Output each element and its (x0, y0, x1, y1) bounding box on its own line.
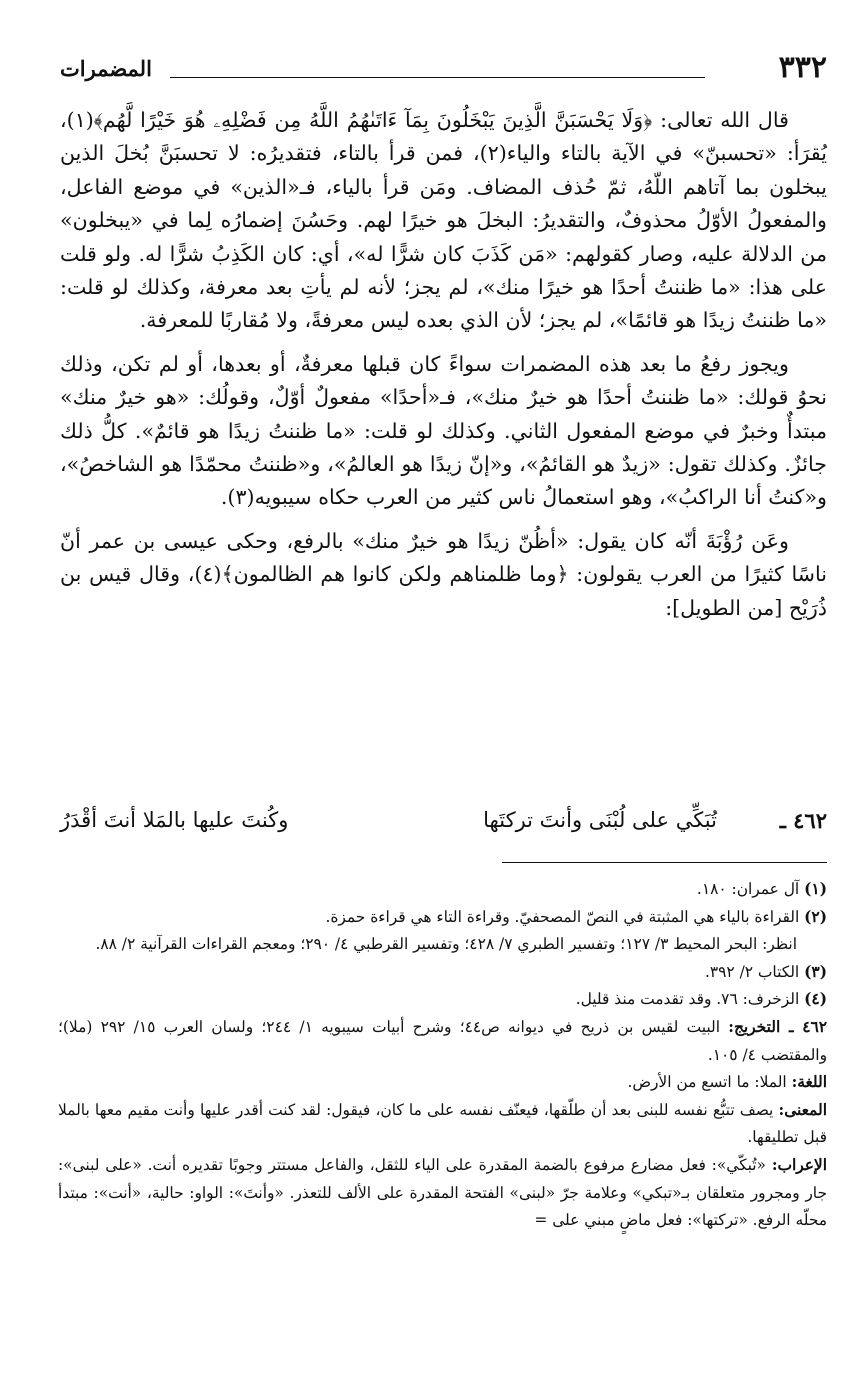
footnote-text: آل عمران: ١٨٠. (696, 880, 800, 898)
parsing-note (58, 1152, 827, 1235)
page-header (60, 50, 827, 90)
footnotes (58, 876, 827, 1235)
running-title: المضمرات (60, 56, 152, 81)
verse-number: ٤٦٢ ـ (779, 808, 827, 833)
poetry-verse (60, 808, 827, 842)
footnote-label: الإعراب: (771, 1155, 827, 1174)
vocabulary-note (58, 1069, 827, 1097)
footnote (58, 986, 827, 1014)
verse-sourcing-note (58, 1014, 827, 1069)
footnote-text: الملا: ما اتسع من الأرض. (627, 1073, 787, 1092)
verse-second-hemistich: وكُنتَ عليها بالمَلا أنتَ أقْدَرُ (60, 808, 289, 832)
footnote-text: «تُبكّي»: فعل مضارع مرفوع بالضمة المقدرة على الياء للثقل، والفاعل مستتر وجوبًا تقديره أنت. «على لبنى»: جار ومجرور متعلقان بـ«تبكي» وعلامة جرّ «لبنى» الفتحة المقدرة على الألف للتعذر. «وأنتَ»: الواو: حالية، «أنت»: مبتدأ محلّه الرفع. «تركتها»: فعل ماضٍ مبني على = (58, 1155, 827, 1230)
paragraph: ويجوز رفعُ ما بعد هذه المضمرات سواءً كان قبلها معرفةٌ، أو بعدها، أو لم تكن، وذلك نحوُ قولك: «ما ظننتُ أحدًا هو خيرٌ منك»، فـ«أحدًا» مفعولٌ أوّلٌ، وقولُك: «هو خيرٌ منك» مبتدأٌ وخبرٌ في موضع المفعول الثاني. وكذلك لو قلت: «ما ظننتُ زيدًا هو قائمٌ». كلُّ ذلك جائزٌ. وكذلك تقول: «زيدٌ هو القائمُ»، و«إنّ زيدًا هو العالمُ»، و«ظننتُ محمّدًا هو الشاخصُ»، و«كنتُ أنا الراكبُ»، وهو استعمالُ ناس كثير من العرب حكاه سيبويه(٣). (60, 351, 827, 510)
footnote-label: اللغة: (791, 1073, 827, 1092)
footnote-separator (502, 862, 827, 863)
meaning-note (58, 1097, 827, 1152)
footnote-label: (٤) (804, 990, 827, 1009)
footnote-text: الكتاب ٢/ ٣٩٢. (704, 962, 800, 981)
footnote-text: القراءة بالياء هي المثبتة في النصّ المصحفيّ. وقراءة التاء هي قراءة حمزة. (325, 907, 800, 926)
header-rule (170, 77, 705, 78)
footnote-label: (٢) (804, 907, 827, 926)
paragraph: قال الله تعالى: ﴿وَلَا يَحْسَبَنَّ الَّذِينَ يَبْخَلُونَ بِمَآ ءَاتَىٰهُمُ اللَّهُ مِن فَضْلِهِۦ هُوَ خَيْرًا لَّهُم﴾(١)، يُقرَأ: «تحسبنّ» في الآية بالتاء والياء(٢)، فمن قرأ بالتاء، فتقديرُه: لا تحسبَنَّ بُخلَ الذين يبخلون بما آتاهم اللّهُ، ثمّ حُذف المضاف. ومَن قرأ بالياء، فـ«الذين» في موضع الفاعل، والمفعولُ الأوّلُ محذوفٌ، والتقديرُ: البخلَ هو خيرًا لهم. وحَسُنَ إضمارُه لِما في «يبخلون» من الدلالة عليه، وصار كقولهم: «مَن كَذَبَ كان شرًّا له»، أي: كان الكَذِبُ شرًّا له. ولو قلت على هذا: «ما ظننتُ أحدًا هو خيرًا منك»، لم يجز؛ لأنه لم يأتِ بعد معرفة، وكذلك لو قلت: «ما ظننتُ زيدًا هو قائمًا»، لم يجز؛ لأن الذي بعده ليس معرفةً، ولا مُقاربًا للمعرفة. (60, 108, 827, 333)
footnote (58, 904, 827, 932)
paragraph-gap (60, 515, 827, 525)
page-number: ٣٣٢ (778, 50, 827, 85)
footnote-text: يصف تتبُّع نفسه للبنى بعد أن طلّقها، فيعنّف نفسه على ما كان، فيقول: لقد كنت أقدر عليها وأنت مقيم معها بالملا قبل تطليقها. (58, 1100, 827, 1147)
footnote-continuation (58, 931, 827, 959)
footnote-text: الزخرف: ٧٦. وقد تقدمت منذ قليل. (575, 990, 800, 1009)
main-text (60, 104, 827, 625)
footnote-label: (١) (804, 880, 827, 898)
paragraph: وعَن رُؤْبَةَ أنّه كان يقول: «أظُنّ زيدًا هو خيرٌ منك» بالرفع، وحكى عيسى بن عمر أنّ ناسًا كثيرًا من العرب يقولون: ﴿وما ظلمناهم ولكن كانوا هم الظالمون﴾(٤)، وقال قيس بن ذُرَيْح [من الطويل]: (60, 528, 827, 620)
paragraph-gap (60, 338, 827, 348)
footnote (58, 876, 827, 904)
footnote (58, 959, 827, 987)
footnote-label: المعنى: (778, 1100, 827, 1119)
footnote-label: (٣) (804, 962, 827, 981)
footnote-text: انظر: البحر المحيط ٣/ ١٢٧؛ وتفسير الطبري ٧/ ٤٢٨؛ وتفسير القرطبي ٤/ ٢٩٠؛ ومعجم القراءات القرآنية ٢/ ٨٨. (95, 935, 797, 954)
footnote-text: البيت لقيس بن ذريح في ديوانه ص٤٤؛ وشرح أبيات سيبويه ١/ ٢٤٤؛ ولسان العرب ١٥/ ٢٩٢ (ملا)؛ والمقتضب ٤/ ١٠٥. (58, 1017, 827, 1064)
verse-first-hemistich: تُبَكِّي على لُبْنَى وأنتَ تركتَها (483, 808, 717, 832)
footnote-label: ٤٦٢ ـ التخريج: (728, 1017, 827, 1036)
